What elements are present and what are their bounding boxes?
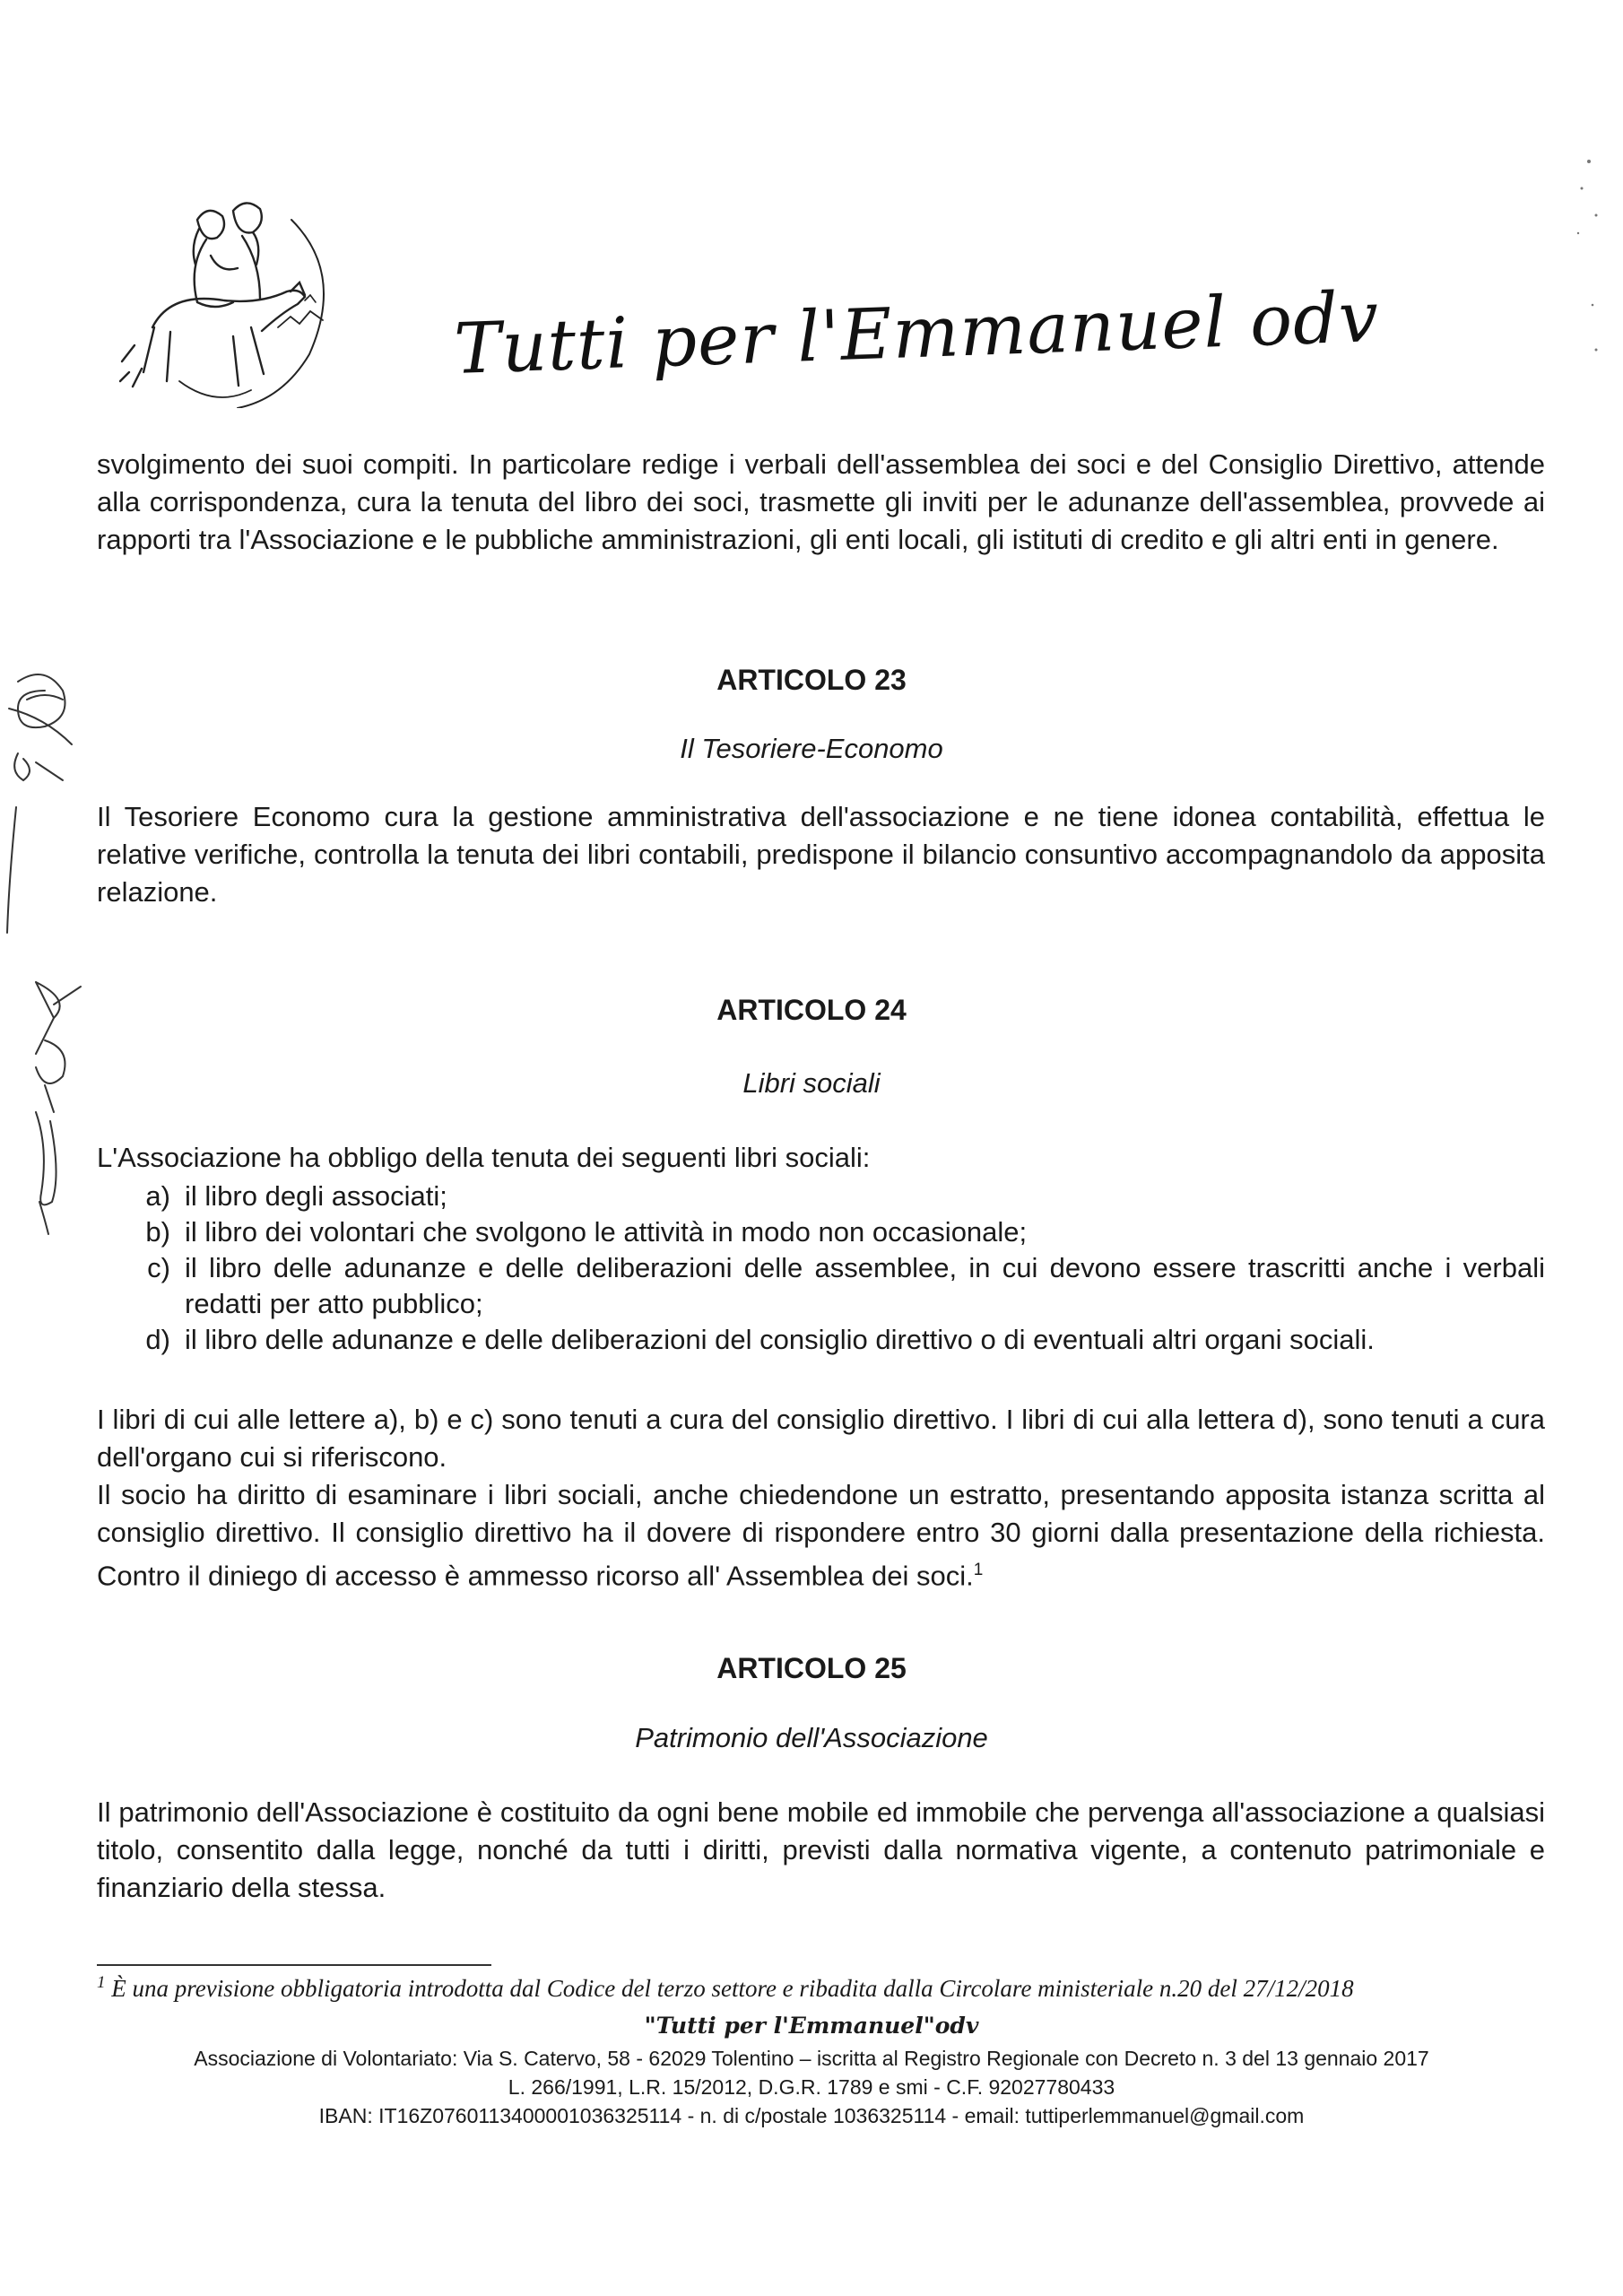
list-item xyxy=(97,1178,1545,1214)
scan-specks xyxy=(1569,135,1623,942)
list-item-letter: d) xyxy=(145,1324,170,1355)
list-item xyxy=(97,1250,1545,1322)
article-23-text: Il Tesoriere Economo cura la gestione amministrativa dell'associazione e ne tiene idonea contabilità, effettua le relative verifiche, controlla la tenuta dei libri contabili, predispone il bilancio consuntivo accompagnandolo da apposita relazione. xyxy=(97,801,1545,908)
intro-paragraph: svolgimento dei suoi compiti. In particolare redige i verbali dell'assemblea dei soci e del Consiglio Direttivo, attende alla corrispondenza, cura la tenuta del libro dei soci, trasmette gli inviti per le adunanze dell'assemblea, provvede ai rapporti tra l'Associazione e le pubbliche amministrazioni, gli enti locali, gli istituti di credito e gli altri enti in genere. xyxy=(97,448,1545,555)
footnote-separator xyxy=(97,1964,491,1966)
article-25-text: Il patrimonio dell'Associazione è costituito da ogni bene mobile ed immobile che pervenga all'associazione a qualsiasi titolo, consentito dalla legge, nonché da tutti i diritti, previsti dalla normativa vigente, a contenuto patrimoniale e finanziario della stessa. xyxy=(97,1796,1545,1903)
list-item xyxy=(97,1214,1545,1250)
footnote-reference: 1 xyxy=(973,1561,984,1579)
footer-bank: IBAN: IT16Z0760113400001036325114 - n. di c/postale 1036325114 - email: tuttiperlemmanuel@gmail.com xyxy=(318,2104,1305,2127)
brand-title: Tutti per l'Emmanuel odv xyxy=(453,276,1381,390)
holy-family-logo xyxy=(99,193,368,408)
list-item-text: il libro delle adunanze e delle deliberazioni delle assemblee, in cui devono essere trascritti anche i verbali redatti per atto pubblico; xyxy=(185,1252,1545,1319)
footer-brand: "Tutti per l'Emmanuel"odv xyxy=(644,2013,979,2039)
article-24-paragraph-2-text: Il socio ha diritto di esaminare i libri sociali, anche chiedendone un estratto, presentando apposita istanza scritta al consiglio direttivo. Il consiglio direttivo ha il dovere di rispondere entro 30 giorni dalla presentazione della richiesta. Contro il diniego di accesso è ammesso ricorso all' Assemblea dei soci. xyxy=(97,1479,1545,1592)
list-item-text: il libro dei volontari che svolgono le attività in modo non occasionale; xyxy=(185,1216,1028,1248)
list-item-letter: c) xyxy=(147,1252,170,1283)
article-25-title: ARTICOLO 25 xyxy=(716,1652,907,1684)
footnote xyxy=(97,1973,1576,2003)
list-item xyxy=(97,1322,1545,1358)
article-23-title: ARTICOLO 23 xyxy=(716,664,907,696)
article-25-subtitle: Patrimonio dell'Associazione xyxy=(635,1722,988,1753)
article-24-paragraph-1: I libri di cui alle lettere a), b) e c) sono tenuti a cura del consiglio direttivo. I libri di cui alla lettera d), sono tenuti a cura dell'organo cui si riferiscono. xyxy=(97,1404,1545,1473)
article-23-subtitle: Il Tesoriere-Economo xyxy=(680,733,943,764)
footnote-mark: 1 xyxy=(97,1973,106,1992)
list-item-letter: a) xyxy=(145,1180,170,1212)
list-item-text: il libro degli associati; xyxy=(185,1180,447,1212)
margin-signatures xyxy=(0,664,99,1238)
footer-legal: L. 266/1991, L.R. 15/2012, D.G.R. 1789 e smi - C.F. 92027780433 xyxy=(508,2075,1115,2099)
libri-sociali-list xyxy=(97,1178,1545,1358)
article-24-subtitle: Libri sociali xyxy=(742,1067,881,1099)
footer-address: Associazione di Volontariato: Via S. Catervo, 58 - 62029 Tolentino – iscritta al Registro Regionale con Decreto n. 3 del 13 gennaio 2017 xyxy=(194,2047,1429,2070)
list-item-text: il libro delle adunanze e delle deliberazioni del consiglio direttivo o di eventuali altri organi sociali. xyxy=(185,1324,1375,1355)
article-24-paragraph-2 xyxy=(97,1476,1545,1595)
footnote-text: È una previsione obbligatoria introdotta dal Codice del terzo settore e ribadita dalla Circolare ministeriale n.20 del 27/12/2018 xyxy=(111,1975,1354,2002)
list-item-letter: b) xyxy=(145,1216,170,1248)
article-24-title: ARTICOLO 24 xyxy=(716,994,907,1026)
article-24-intro: L'Associazione ha obbligo della tenuta dei seguenti libri sociali: xyxy=(97,1142,871,1173)
